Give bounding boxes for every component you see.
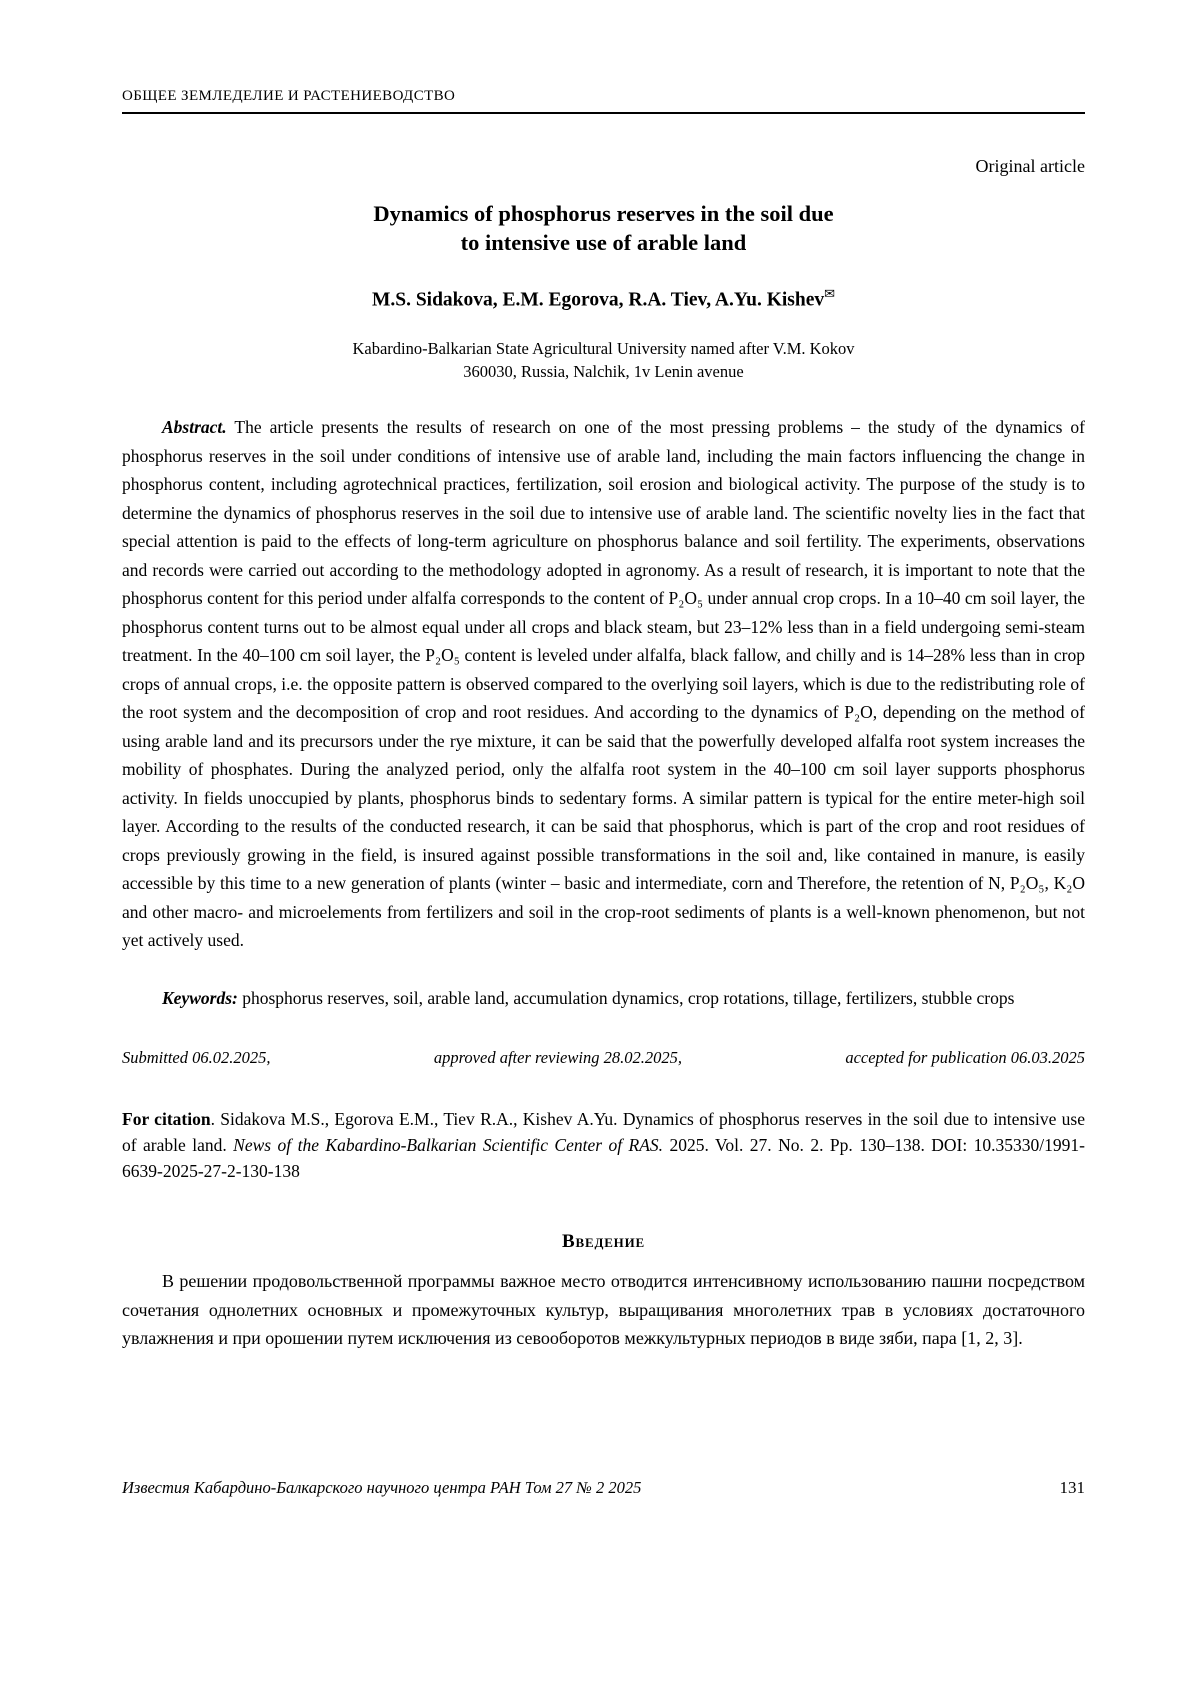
- paper-title-line-2: to intensive use of arable land: [460, 230, 747, 256]
- citation-journal-name: News of the Kabardino-Balkarian Scientific Center of RAS.: [233, 1135, 664, 1156]
- keywords-paragraph: [122, 984, 1085, 1012]
- keywords-text: phosphorus reserves, soil, arable land, accumulation dynamics, crop rotations, tillage, fertilizers, stubble crops: [237, 987, 1015, 1008]
- affiliation-line-2: 360030, Russia, Nalchik, 1v Lenin avenue: [463, 362, 744, 382]
- article-type-label: Original article: [975, 156, 1085, 176]
- citation-paragraph: [122, 1106, 1085, 1185]
- abstract-paragraph: [122, 413, 1085, 955]
- introduction-paragraph: В решении продовольственной программы важное место отводится интенсивному использованию пашни посредством сочетания однолетних основных и промежуточных культур, выращивания многолетних трав в условиях достаточного увлажнения и при орошении путем исключения из севооборотов межкультурных периодов в виде зяби, пара [1, 2, 3].: [122, 1270, 1085, 1349]
- citation-label: For citation: [122, 1108, 211, 1129]
- affiliation-line-1: Kabardino-Balkarian State Agricultural University named after V.M. Kokov: [352, 339, 855, 358]
- running-head: ОБЩЕЕ ЗЕМЛЕДЕЛИЕ И РАСТЕНИЕВОДСТВО: [122, 88, 456, 104]
- corresponding-author-envelope-icon[interactable]: ✉: [824, 285, 836, 301]
- footer-page-number: 131: [1059, 1478, 1085, 1497]
- footer-journal-line: Известия Кабардино-Балкарского научного центра РАН Том 27 № 2 2025: [122, 1478, 642, 1497]
- citation-text-1: . Sidakova M.S., Egorova E.M., Tiev R.A., Kishev A.Yu. Dynamics of phosphorus reserves in the soil due to intensive use of arable land.: [122, 1108, 1086, 1156]
- affiliation-block: [122, 337, 1085, 383]
- paper-title: [122, 199, 1085, 258]
- abstract-text: The article presents the results of research on one of the most pressing problems – the study of the dynamics of phosphorus reserves in the soil under conditions of intensive use of arable land, including the main factors influencing the change in phosphorus content, including agrotechnical practices, fertilization, soil erosion and biological activity. The purpose of the study is to determine the dynamics of phosphorus reserves in the soil due to intensive use of arable land. The scientific novelty lies in the fact that special attention is paid to the effects of long-term agriculture on phosphorus balance and soil fertility. The experiments, observations and records were carried out according to the methodology adopted in agronomy. As a result of research, it is important to note that the phosphorus content for this period under alfalfa corresponds to the content of P₂O₅ under annual crop crops. In a 10–40 cm soil layer, the phosphorus content turns out to be almost equal under all crops and black steam, but 23–12% less than in a field undergoing semi-steam treatment. In the 40–100 cm soil layer, the P₂O₅ content is leveled under alfalfa, black fallow, and chilly and is 14–28% less than in crop crops of annual crops, i.e. the opposite pattern is observed compared to the overlying soil layers, which is due to the redistributing role of the root system and the decomposition of crop and root residues. And according to the dynamics of P₂O, depending on the method of using arable land and its precursors under the rye mixture, it can be said that the powerfully developed alfalfa root system increases the mobility of phosphates. During the analyzed period, only the alfalfa root system in the 40–100 cm soil layer supports phosphorus activity. In fields unoccupied by plants, phosphorus binds to sedentary forms. A similar pattern is typical for the entire meter-high soil layer. According to the results of the conducted research, it can be said that phosphorus, which is part of the crop and root residues of crops previously growing in the field, is insured against possible transformations in the soil and, like contained in manure, is easily accessible by this time to a new generation of plants (winter – basic and intermediate, corn and Therefore, the retention of N, P₂O₅, K₂O and other macro- and microelements from fertilizers and soil in the crop-root sediments of plants is a well-known phenomenon, but not yet actively used.: [122, 417, 1085, 951]
- dates-row: [122, 1048, 1085, 1068]
- authors-line: [122, 286, 1085, 312]
- citation-text-2: 2025. Vol. 27. No. 2. Pp. 130–138. DOI: 10.35330/1991-6639-2025-27-2-130-138: [122, 1135, 1085, 1182]
- abstract-label: Abstract.: [162, 417, 227, 438]
- accepted-date: accepted for publication 06.03.2025: [845, 1047, 1085, 1067]
- introduction-heading: Введение: [562, 1230, 645, 1252]
- approved-date: approved after reviewing 28.02.2025,: [433, 1047, 682, 1067]
- page-header: [122, 88, 1085, 114]
- author-names: M.S. Sidakova, E.M. Egorova, R.A. Tiev, A.Yu. Kishev: [371, 289, 825, 310]
- paper-title-line-1: Dynamics of phosphorus reserves in the soil due: [373, 201, 834, 226]
- header-rule: [122, 112, 1085, 114]
- page-footer: [122, 1478, 1085, 1498]
- keywords-label: Keywords:: [162, 987, 238, 1008]
- submitted-date: Submitted 06.02.2025,: [122, 1047, 271, 1067]
